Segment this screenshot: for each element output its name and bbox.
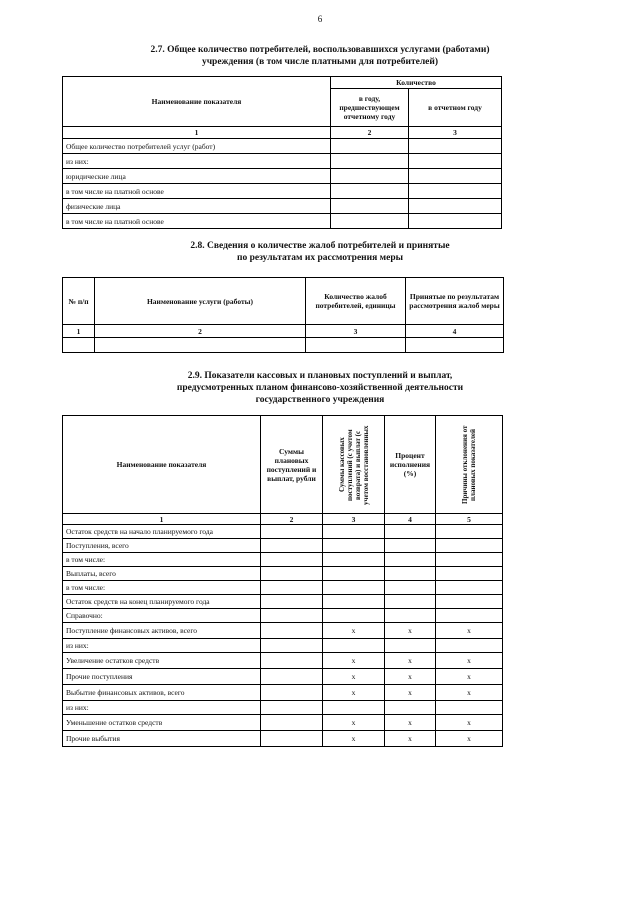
row-label: Прочие выбытия bbox=[63, 731, 261, 747]
table-cell bbox=[436, 581, 503, 595]
row-label: из них: bbox=[63, 154, 331, 169]
table-cell bbox=[323, 701, 385, 715]
row-label: Справочно: bbox=[63, 609, 261, 623]
row-label: Выплаты, всего bbox=[63, 567, 261, 581]
row-label: Увеличение остатков средств bbox=[63, 653, 261, 669]
table-cell bbox=[436, 567, 503, 581]
row-label: Выбытие финансовых активов, всего bbox=[63, 685, 261, 701]
section-2-8-title-line1: 2.8. Сведения о количестве жалоб потребителей и принятые bbox=[190, 241, 450, 251]
header-previous-year: в году, предшествующем отчетному году bbox=[331, 89, 409, 127]
table-cell bbox=[323, 539, 385, 553]
not-applicable-mark: x bbox=[436, 669, 503, 685]
not-applicable-mark: x bbox=[385, 653, 436, 669]
table-cell bbox=[436, 539, 503, 553]
table-row bbox=[63, 199, 502, 214]
table-cell bbox=[323, 595, 385, 609]
table-row bbox=[63, 525, 503, 539]
table-row bbox=[63, 553, 503, 567]
table-cell bbox=[261, 609, 323, 623]
table-row bbox=[63, 623, 503, 639]
table-cell bbox=[261, 525, 323, 539]
row-label: в том числе на платной основе bbox=[63, 214, 331, 229]
table-row bbox=[63, 701, 503, 715]
complaints-table bbox=[62, 277, 504, 353]
row-label: из них: bbox=[63, 639, 261, 653]
table-cell bbox=[261, 623, 323, 639]
row-label: из них: bbox=[63, 701, 261, 715]
column-number: 1 bbox=[63, 325, 95, 338]
not-applicable-mark: x bbox=[323, 669, 385, 685]
row-label: юридические лица bbox=[63, 169, 331, 184]
section-2-8-title bbox=[60, 240, 580, 264]
table-cell bbox=[261, 715, 323, 731]
header-execution-percent: Процент исполнения (%) bbox=[385, 416, 436, 514]
column-number: 3 bbox=[409, 127, 502, 139]
header-indicator-name: Наименование показателя bbox=[63, 416, 261, 514]
table-cell bbox=[95, 338, 306, 353]
section-2-9-title-line2: предусмотренных планом финансово-хозяйственной деятельности bbox=[176, 383, 464, 393]
not-applicable-mark: x bbox=[323, 731, 385, 747]
table-cell bbox=[323, 525, 385, 539]
not-applicable-mark: x bbox=[385, 685, 436, 701]
consumers-table bbox=[62, 76, 502, 229]
table-row bbox=[63, 653, 503, 669]
header-cash-amounts bbox=[323, 416, 385, 514]
table-cell bbox=[261, 669, 323, 685]
header-deviation-reasons bbox=[436, 416, 503, 514]
row-label: в том числе: bbox=[63, 553, 261, 567]
table-row bbox=[63, 609, 503, 623]
header-indicator-name: Наименование показателя bbox=[63, 77, 331, 127]
table-cell bbox=[385, 553, 436, 567]
row-label: Уменьшение остатков средств bbox=[63, 715, 261, 731]
table-row bbox=[63, 595, 503, 609]
table-row bbox=[63, 639, 503, 653]
table-row bbox=[63, 731, 503, 747]
table-row bbox=[63, 184, 502, 199]
table-cell bbox=[261, 539, 323, 553]
column-number: 5 bbox=[436, 514, 503, 525]
row-label: физические лица bbox=[63, 199, 331, 214]
table-cell bbox=[261, 685, 323, 701]
table-cell bbox=[323, 609, 385, 623]
table-cell bbox=[261, 731, 323, 747]
table-cell bbox=[261, 653, 323, 669]
table-cell bbox=[409, 184, 502, 199]
section-2-8-title-line2: по результатам их рассмотрения меры bbox=[236, 253, 404, 263]
table-cell bbox=[331, 169, 409, 184]
table-cell bbox=[331, 154, 409, 169]
column-number: 2 bbox=[261, 514, 323, 525]
table-cell bbox=[323, 639, 385, 653]
table-cell bbox=[385, 581, 436, 595]
column-number: 1 bbox=[63, 127, 331, 139]
not-applicable-mark: x bbox=[436, 685, 503, 701]
not-applicable-mark: x bbox=[436, 715, 503, 731]
table-row bbox=[63, 214, 502, 229]
section-2-7-title-line2: учреждения (в том числе платными для потребителей) bbox=[201, 57, 439, 67]
row-label: Общее количество потребителей услуг (работ) bbox=[63, 139, 331, 154]
row-label: Остаток средств на начало планируемого года bbox=[63, 525, 261, 539]
table-cell bbox=[436, 609, 503, 623]
table-cell bbox=[385, 609, 436, 623]
table-cell bbox=[436, 701, 503, 715]
header-service-name: Наименование услуги (работы) bbox=[95, 278, 306, 325]
table-cell bbox=[385, 525, 436, 539]
table-row bbox=[63, 715, 503, 731]
table-cell bbox=[261, 595, 323, 609]
table-cell bbox=[409, 214, 502, 229]
table-cell bbox=[331, 184, 409, 199]
column-number: 4 bbox=[406, 325, 504, 338]
not-applicable-mark: x bbox=[323, 715, 385, 731]
section-2-9-title bbox=[60, 370, 580, 406]
table-cell bbox=[409, 169, 502, 184]
table-cell bbox=[385, 567, 436, 581]
table-row bbox=[63, 338, 504, 353]
header-cash-amounts-text: Суммы кассовых поступлений (с учетом возврата) и выплат (с учетом восстановленных bbox=[337, 424, 370, 505]
table-cell bbox=[409, 199, 502, 214]
not-applicable-mark: x bbox=[385, 715, 436, 731]
table-row bbox=[63, 169, 502, 184]
table-cell bbox=[409, 154, 502, 169]
table-cell bbox=[436, 553, 503, 567]
section-2-7-title-line1: 2.7. Общее количество потребителей, воспользовавшихся услугами (работами) bbox=[150, 45, 490, 55]
header-row-number: № п/п bbox=[63, 278, 95, 325]
table-cell bbox=[323, 581, 385, 595]
column-number: 3 bbox=[323, 514, 385, 525]
table-cell bbox=[385, 539, 436, 553]
table-cell bbox=[385, 639, 436, 653]
row-label: Прочие поступления bbox=[63, 669, 261, 685]
header-complaint-count: Количество жалоб потребителей, единицы bbox=[306, 278, 406, 325]
table-cell bbox=[436, 525, 503, 539]
table-row bbox=[63, 154, 502, 169]
table-cell bbox=[385, 595, 436, 609]
header-deviation-reasons-text: Причины отклонения от плановых показателей bbox=[461, 425, 477, 504]
column-number: 3 bbox=[306, 325, 406, 338]
table-cell bbox=[261, 553, 323, 567]
table-cell bbox=[261, 639, 323, 653]
table-row bbox=[63, 139, 502, 154]
column-number: 4 bbox=[385, 514, 436, 525]
not-applicable-mark: x bbox=[385, 669, 436, 685]
financial-table bbox=[62, 415, 503, 747]
table-row bbox=[63, 581, 503, 595]
table-row bbox=[63, 685, 503, 701]
not-applicable-mark: x bbox=[323, 623, 385, 639]
table-cell bbox=[261, 567, 323, 581]
column-number: 1 bbox=[63, 514, 261, 525]
table-cell bbox=[406, 338, 504, 353]
section-2-9-title-line3: государственного учреждения bbox=[255, 395, 385, 405]
header-measures-taken: Принятые по результатам рассмотрения жалоб меры bbox=[406, 278, 504, 325]
header-current-year: в отчетном году bbox=[409, 89, 502, 127]
not-applicable-mark: x bbox=[323, 685, 385, 701]
table-row bbox=[63, 669, 503, 685]
column-number: 2 bbox=[331, 127, 409, 139]
not-applicable-mark: x bbox=[385, 731, 436, 747]
section-2-9-title-line1: 2.9. Показатели кассовых и плановых поступлений и выплат, bbox=[187, 371, 453, 381]
not-applicable-mark: x bbox=[323, 653, 385, 669]
section-2-7-title bbox=[60, 44, 580, 68]
not-applicable-mark: x bbox=[436, 623, 503, 639]
page-number: 6 bbox=[317, 14, 323, 24]
row-label: в том числе на платной основе bbox=[63, 184, 331, 199]
table-cell bbox=[331, 199, 409, 214]
table-row bbox=[63, 539, 503, 553]
row-label: Остаток средств на конец планируемого года bbox=[63, 595, 261, 609]
table-row bbox=[63, 567, 503, 581]
table-cell bbox=[323, 553, 385, 567]
table-cell bbox=[63, 338, 95, 353]
header-planned-amounts: Суммы плановых поступлений и выплат, рубли bbox=[261, 416, 323, 514]
not-applicable-mark: x bbox=[436, 653, 503, 669]
table-cell bbox=[436, 595, 503, 609]
column-number: 2 bbox=[95, 325, 306, 338]
table-cell bbox=[409, 139, 502, 154]
table-cell bbox=[436, 639, 503, 653]
table-cell bbox=[261, 701, 323, 715]
table-cell bbox=[385, 701, 436, 715]
table-cell bbox=[323, 567, 385, 581]
header-quantity: Количество bbox=[331, 77, 502, 89]
row-label: Поступления, всего bbox=[63, 539, 261, 553]
table-cell bbox=[261, 581, 323, 595]
row-label: Поступление финансовых активов, всего bbox=[63, 623, 261, 639]
table-cell bbox=[306, 338, 406, 353]
not-applicable-mark: x bbox=[385, 623, 436, 639]
not-applicable-mark: x bbox=[436, 731, 503, 747]
table-cell bbox=[331, 139, 409, 154]
row-label: в том числе: bbox=[63, 581, 261, 595]
table-cell bbox=[331, 214, 409, 229]
